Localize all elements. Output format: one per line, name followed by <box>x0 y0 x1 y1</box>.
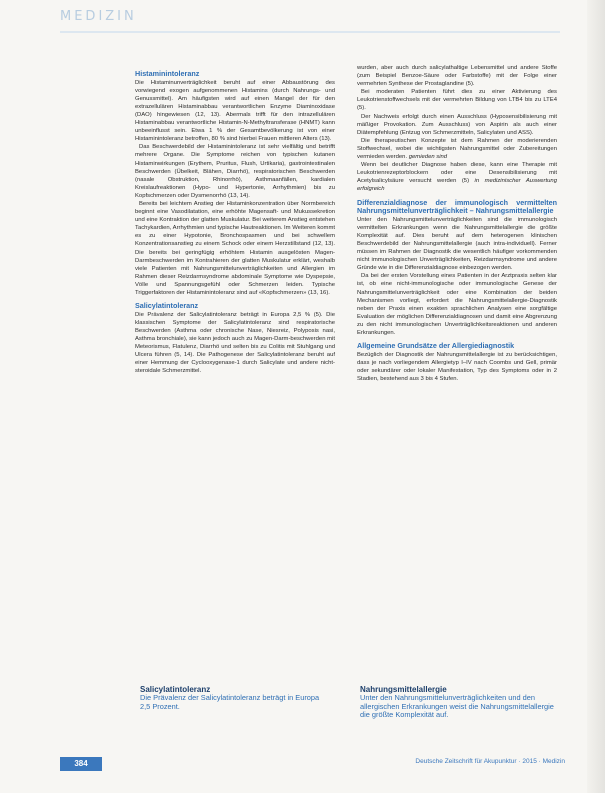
page-shadow <box>587 0 605 793</box>
body-paragraph: Die therapeutischen Konzepte ist dem Rahmen der moderierenden Stoffwechsel, wobei die wichtigsten Nahrungsmittel oder Zubereitungen vermieden werden. gemieden sind <box>357 137 557 161</box>
right-column <box>357 64 557 383</box>
body-paragraph: Bei moderaten Patienten führt dies zu einer Aktivierung des Leukotrienstoffwechsels mit der vermehrten Bildung von LTB4 bis zu LTE4 (5). <box>357 89 557 112</box>
journal-title: Deutsche Zeitschrift für Akupunktur · 2015 · Medizin <box>415 758 565 765</box>
summary-box-title: Nahrungsmittelallergie <box>360 685 447 694</box>
summary-box-food-allergy <box>355 681 559 728</box>
section-heading: Histaminintoleranz <box>135 69 200 78</box>
section-heading: Salicylatintoleranz <box>135 301 199 311</box>
section-label: MEDIZIN <box>60 9 137 24</box>
body-paragraph: Unter den Nahrungsmittelunverträglichkeiten sind die immunologisch vermittelten Erkrankungen wenn die Nahrungsmittelallergie die größte Komplexität auf. Dies beruht auf dem heterogenen klinischen Beschwerdebild der Nahrungsmittelallergie (auch intra-individuell). Ferner müssen im Rahmen der Diagnostik die wesentlich häufiger vorkommenden nicht immunologischen Unverträglichkeiten, Reizdarmsyndrome und andere Gründe wie in die Differenzialdiagnose einbezogen werden. <box>357 216 557 272</box>
body-paragraph: Bereits bei leichtem Anstieg der Histaminkonzentration über Normbereich beginnt eine Vasodilatation, eine erhöhte Magensaft- und Mukussekretion und eine Kontraktion der glatten Muskulatur. Bei weiterem Anstieg entstehen Tachykardien, Arrhythmien und typische Hautreaktionen. Im Weiteren kommt es zu einer Hypotonie, Bronchospasmen und bei schwellem Konzentrationsanstieg zu einem Schock oder einem Herzstillstand (12, 13). Die bereits bei geringfügig erhöhtem Histamin ausgelösten Magen-Darmbeschwerden im Kontrahieren der glatten Muskulatur erklärt, weshalb viele Patienten mit Nahrungsmittelunverträglichkeiten und Allergien im Rahmen dieser Reizdarmsyndrome abdominale Symptome wie Dyspepsie, Völle und Spannungsgefühl oder Schmerzen leiden. Typische Triggerfaktoren der Histaminintoleranz sind auf «Kopfschmerzen» (13, 16). <box>135 201 335 297</box>
section-heading: Differenzialdiagnose der immunologisch vermittelten Nahrungsmittelunverträglichkeit – Nahrungsmittelallergie <box>357 197 557 216</box>
summary-box-salicylate <box>135 681 336 728</box>
body-paragraph: Die Prävalenz der Salicylatintoleranz beträgt in Europa 2,5 % (5). Die klassischen Symptome der Salicylatintoleranz sind respiratorische Beschwerden (Asthma oder chronische Nase, Niesreiz, Polyposis nasi, Asthma bronchiale), sie kann jedoch auch zu Magen-Darm-beschwerden mit Meteorismus, Flatulenz, Diarrhö und selten bis zu Colitis mit Stuhlgang und Ulcera führen (5, 14). Die Pathogenese der Salicylatintoleranz beruht auf einer Hemmung der Cyclooxygenase-1 durch Salicylate und andere nicht-steroidale Schmerzmittel. <box>135 311 335 375</box>
summary-box-text: Unter den Nahrungsmittelunverträglichkeiten und den allergischen Erkrankungen weist die Nahrungsmittelallergie die größte Komplexität auf. <box>360 693 554 720</box>
body-paragraph: Der Nachweis erfolgt durch einen Ausschluss (Hyposensibilisierung mit mäßiger Provokation. Zum Ausschluss) von Aspirin als auch einer Diätempfehlung (Entzug von Schmerzmitteln, Salicylaten und ASS). <box>357 113 557 136</box>
summary-boxes <box>135 681 559 728</box>
body-paragraph: wurden, aber auch durch salicylathaltige Lebensmittel und andere Stoffe (zum Beispiel Benzoe-Säure oder Farbstoffe) mit der Folge einer vermehrten Synthese der Prostaglandine (5). <box>357 65 557 88</box>
body-paragraph: Bezüglich der Diagnostik der Nahrungsmittelallergie ist zu berücksichtigen, dass je nach vorliegendem Allergietyp I–IV nach Coombs und Gell, primär oder sekundärer oder lokaler Manifestation, Typ des Symptoms oder in 2 Stadien, bestehend aus 3 bis 4 Stufen. <box>357 351 557 382</box>
page-number: 384 <box>60 757 102 771</box>
body-paragraph: Wenn bei deutlicher Diagnose haben diese, kann eine Therapie mit Leukotrienrezeptorblockern oder eine Desensibilisierung mit Acetylsalicylsäure versucht werden (5) in medizinischer Auswertung erfolgreich <box>357 162 557 193</box>
summary-box-text: Die Prävalenz der Salicylatintoleranz beträgt in Europa 2,5 Prozent. <box>140 693 320 711</box>
body-paragraph: Das Beschwerdebild der Histaminintoleranz ist sehr vielfältig und betrifft mehrere Organe. Die Symptome reichen von typischen kutanen Histaminwirkungen (Erythem, Pruritus, Flush, Urtikaria), gastrointestinalen Beschwerden (Übelkeit, Blähen, Diarrhö), respiratorischen Beschwerden (nasale Obstruktion, Rhinorrhö), Asthmaanfällen, kardialen Kreislaufreaktionen (Hypo- und Hypertonie, Arrhythmien) bis zu Kopfschmerzen oder Dysmenorrhö (13, 14). <box>135 144 335 199</box>
body-paragraph: Die Histaminunverträglichkeit beruht auf einer Abbaustörung des vorwiegend exogen aufgenommenen Histamins (durch Nahrungs- und Genussmittel). Am häufigsten wird auf einen Mangel der für den extrazellulären Histaminabbau verantwortlichen Enzyme Diaminoxidase (DAO) hingewiesen (12, 13). Abermals trifft für den intrazellulären Histaminabbau verantwortliche Histamin-N-Methyltransferase (HNMT) kann unbeeinflusst sein. Etwa 1 % der Gesamtbevölkerung ist von einer Histaminintoleranz betroffen, 80 % sind hierbei Frauen mittleren Alters (13). <box>135 79 335 143</box>
left-column <box>135 70 335 375</box>
summary-box-title: Salicylatintoleranz <box>140 685 211 694</box>
header-rule <box>60 31 560 33</box>
emphasis-text: gemieden sind <box>408 154 448 161</box>
section-heading: Allgemeine Grundsätze der Allergiediagnostik <box>357 341 515 351</box>
body-paragraph: Da bei der ersten Vorstellung eines Patienten in der Arztpraxis selten klar ist, ob eine nicht-immunologische oder immunologische Genese der Nahrungsmittelunverträglichkeit oder eine Kombination der beiden Mechanismen vorliegt, erfordert die Nahrungsmittelallergie-Diagnostik neben der Praxis einen exakten sprachlichen Analysen eine sorgfältige Evaluation der möglichen Differenzialdiagnosen und damit eine Abgrenzung zu den nicht immunologischen Unverträglichkeitsreaktionen und anderen Erkrankungen. <box>357 273 557 336</box>
emphasis-text: in medizinischer Auswertung erfolgreich <box>357 178 557 193</box>
